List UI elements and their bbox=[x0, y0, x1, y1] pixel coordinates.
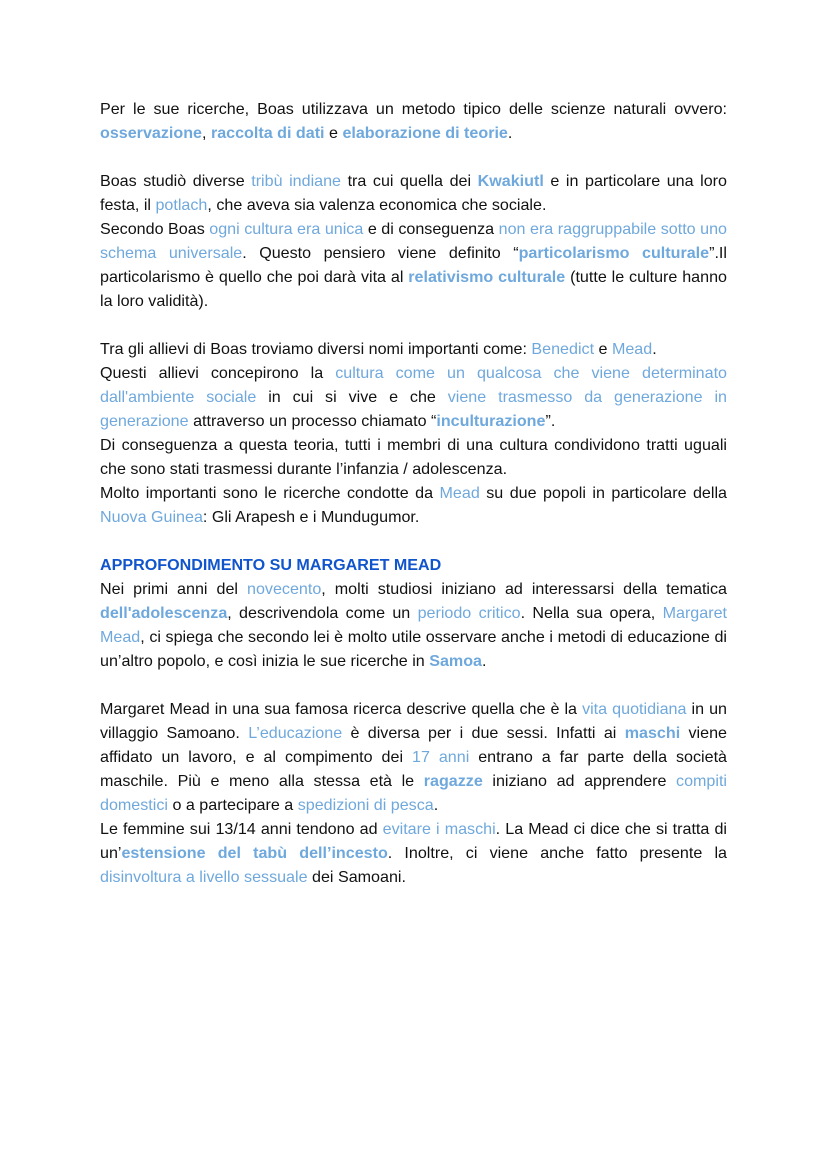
highlight-term: particolarismo culturale bbox=[518, 244, 710, 262]
highlight-term: viene trasmesso da generazione in generazione bbox=[100, 388, 727, 430]
text: Questi allievi concepirono la bbox=[100, 364, 336, 382]
text: . bbox=[652, 340, 657, 358]
highlight-term: relativismo culturale bbox=[408, 268, 566, 286]
text: Secondo Boas bbox=[100, 220, 210, 238]
paragraph-boas-students bbox=[100, 337, 727, 361]
highlight-term: osservazione bbox=[100, 124, 202, 142]
text: ”. bbox=[545, 412, 556, 430]
highlight-term: dell'adolescenza bbox=[100, 604, 228, 622]
text: Molto importanti sono le ricerche condotte da bbox=[100, 484, 440, 502]
paragraph-mead-research bbox=[100, 481, 727, 529]
highlight-term: elaborazione di teorie bbox=[342, 124, 508, 142]
text: attraverso un processo chiamato “ bbox=[188, 412, 437, 430]
highlight-term: disinvoltura a livello sessuale bbox=[100, 868, 308, 886]
highlight-term: Margaret Mead bbox=[100, 604, 727, 646]
highlight-term: periodo critico bbox=[417, 604, 521, 622]
text: entrano a far parte della società maschile. Più e meno alla stessa età le bbox=[100, 748, 727, 790]
highlight-term: Samoa bbox=[429, 652, 482, 670]
text: ”.Il particolarismo è quello che poi darà vita al bbox=[100, 244, 727, 286]
highlight-term: estensione del tabù dell’incesto bbox=[121, 844, 388, 862]
text: su due popoli in particolare della bbox=[479, 484, 727, 502]
text: e bbox=[594, 340, 612, 358]
highlight-term: spedizioni di pesca bbox=[297, 796, 434, 814]
highlight-term: tribù indiane bbox=[251, 172, 341, 190]
text: e bbox=[324, 124, 343, 142]
text: : Gli Arapesh e i Mundugumor. bbox=[202, 508, 420, 526]
paragraph-boas-method bbox=[100, 97, 727, 145]
text: e di conseguenza bbox=[363, 220, 499, 238]
highlight-term: L’educazione bbox=[248, 724, 343, 742]
text: viene affidato un lavoro, e al compimento dei bbox=[100, 724, 727, 766]
text: . Nella sua opera, bbox=[520, 604, 663, 622]
highlight-term: 17 anni bbox=[412, 748, 470, 766]
text: . bbox=[507, 124, 513, 142]
document-page bbox=[100, 97, 727, 889]
text: . La Mead ci dice che si tratta di un’ bbox=[100, 820, 727, 862]
text: Margaret Mead in una sua famosa ricerca descrive quella che è la bbox=[100, 700, 583, 718]
highlight-term: cultura come un qualcosa che viene determinato dall'ambiente sociale bbox=[100, 364, 727, 406]
text: . bbox=[482, 652, 487, 670]
highlight-term: compiti domestici bbox=[100, 772, 727, 814]
highlight-term: Kwakiutl bbox=[477, 172, 544, 190]
text: , descrivendola come un bbox=[227, 604, 418, 622]
text: Di conseguenza a questa teoria, tutti i membri di una cultura condividono tratti uguali che sono stati trasmessi durante l’infanzia / adolescenza. bbox=[100, 436, 727, 478]
paragraph-particolarismo bbox=[100, 217, 727, 313]
text: iniziano ad apprendere bbox=[482, 772, 677, 790]
text: Tra gli allievi di Boas troviamo diversi nomi importanti come: bbox=[100, 340, 532, 358]
highlight-term: maschi bbox=[624, 724, 681, 742]
highlight-term: novecento bbox=[247, 580, 322, 598]
text: Boas studiò diverse bbox=[100, 172, 252, 190]
text: Nei primi anni del bbox=[100, 580, 247, 598]
highlight-term: potlach bbox=[155, 196, 208, 214]
highlight-term: non era raggruppabile sotto uno schema universale bbox=[100, 220, 727, 262]
text: , ci spiega che secondo lei è molto utile osservare anche i metodi di educazione di un’altro popolo, e così inizia le sue ricerche in bbox=[100, 628, 727, 670]
paragraph-samoa-life bbox=[100, 697, 727, 817]
highlight-term: Benedict bbox=[531, 340, 595, 358]
paragraph-adolescence bbox=[100, 577, 727, 673]
text: dei Samoani. bbox=[307, 868, 406, 886]
text: , bbox=[201, 124, 211, 142]
highlight-term: raccolta di dati bbox=[210, 124, 325, 142]
section-heading: APPROFONDIMENTO SU MARGARET MEAD bbox=[100, 556, 442, 574]
text: , molti studiosi iniziano ad interessarsi della tematica bbox=[321, 580, 728, 598]
paragraph-inculturazione bbox=[100, 361, 727, 433]
text: tra cui quella dei bbox=[341, 172, 478, 190]
text: in cui si vive e che bbox=[256, 388, 448, 406]
highlight-term: Nuova Guinea bbox=[100, 508, 203, 526]
text: . Questo pensiero viene definito “ bbox=[242, 244, 519, 262]
highlight-term: evitare i maschi bbox=[382, 820, 496, 838]
paragraph-consequence bbox=[100, 433, 727, 481]
paragraph-incest-taboo bbox=[100, 817, 727, 889]
text: , che aveva sia valenza economica che sociale. bbox=[207, 196, 547, 214]
highlight-term: ogni cultura era unica bbox=[209, 220, 364, 238]
text: . Inoltre, ci viene anche fatto presente la bbox=[387, 844, 727, 862]
highlight-term: Mead bbox=[611, 340, 653, 358]
text: Le femmine sui 13/14 anni tendono ad bbox=[100, 820, 383, 838]
text: Per le sue ricerche, Boas utilizzava un metodo tipico delle scienze naturali ovvero: bbox=[100, 100, 727, 118]
highlight-term: vita quotidiana bbox=[582, 700, 687, 718]
text: è diversa per i due sessi. Infatti ai bbox=[342, 724, 625, 742]
highlight-term: Mead bbox=[439, 484, 480, 502]
text: o a partecipare a bbox=[167, 796, 298, 814]
text: . bbox=[433, 796, 439, 814]
text: in un villaggio Samoano. bbox=[100, 700, 727, 742]
highlight-term: inculturazione bbox=[436, 412, 546, 430]
paragraph-boas-tribes bbox=[100, 169, 727, 217]
text: (tutte le culture hanno la loro validità). bbox=[100, 268, 727, 310]
highlight-term: ragazze bbox=[423, 772, 483, 790]
text: e in particolare una loro festa, il bbox=[100, 172, 727, 214]
